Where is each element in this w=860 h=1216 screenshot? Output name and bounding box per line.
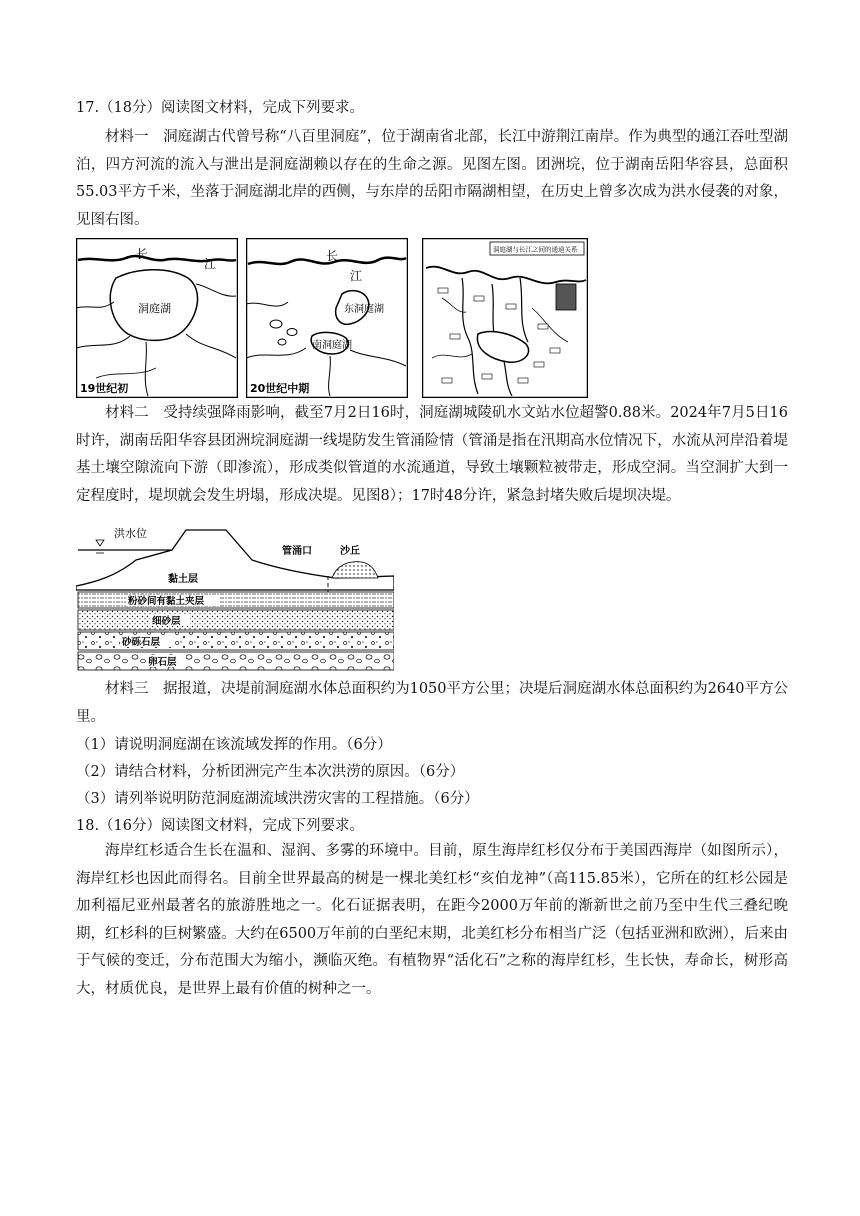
clay-layer-label: 黏土层 [168, 574, 198, 585]
sand-dune-label: 沙丘 [340, 546, 360, 557]
map2-era-label: 20世纪中期 [250, 382, 310, 395]
q18-title: 18.（16分）阅读图文材料，完成下列要求。 [76, 818, 365, 834]
levee-cross-section [76, 520, 394, 676]
q17-title: 17.（18分）阅读图文材料，完成下列要求。 [76, 100, 365, 116]
q17-material-2: 材料二 受持续强降雨影响，截至7月2日16时，洞庭湖城陵矶水文站水位超警0.88米。2024年7月5日16时许，湖南岳阳华容县团洲垸洞庭湖一线堤防发生管涌险情（管涌是指在汛期高水位情况下，水流从河岸沿着堤基土壤空隙流向下游（即渗流），形成类似管道的水流通道，导致土壤颗粒被带走，形成空洞。当空洞扩大到一定程度时，堤坝就会发生坍塌，形成决堤。见图8）；17时48分许，紧急封堵失败后堤坝决堤。 [76, 405, 788, 504]
map2-south-lake-label: 南洞庭湖 [312, 340, 352, 351]
q17-question-2: （2）请结合材料，分析团洲完产生本次洪涝的原因。（6分） [76, 764, 465, 780]
gravel-layer-label: 砂砾石层 [122, 637, 161, 648]
map-20th-century [246, 238, 408, 402]
q18-body: 海岸红杉适合生长在温和、湿润、多雾的环境中。目前，原生海岸红杉仅分布于美国西海岸（如图所示），海岸红杉也因此而得名。目前全世界最高的树是一棵北美红杉“亥伯龙神”（高115.85米），它所在的红杉公园是加利福尼亚州最著名的旅游胜地之一。化石证据表明，在距今2000万年前的渐新世之前乃至中生代三叠纪晚期，红杉科的巨树繁盛。大约在6500万年前的白垩纪末期，北美红杉分布相当广泛（包括亚洲和欧洲），后来由于气候的变迁，分布范围大为缩小，濒临灭绝。有植物界“活化石”之称的海岸红杉，生长快，寿命长，树形高大，材质优良，是世界上最有价值的树种之一。 [76, 843, 788, 997]
silt-layer-label: 粉砂间有黏土夹层 [128, 596, 205, 607]
q17-question-1: （1）请说明洞庭湖在该流域发挥的作用。（6分） [76, 737, 392, 753]
map2-river-label-2: 江 [350, 269, 363, 283]
piping-mouth-label: 管涌口 [282, 546, 312, 557]
map1-river-label-2: 江 [204, 257, 217, 271]
pebble-layer-label: 卵石层 [148, 657, 177, 668]
map2-east-lake-label: 东洞庭湖 [344, 304, 384, 315]
q17-question-3: （3）请列举说明防范洞庭湖流域洪涝灾害的工程措施。（6分） [76, 791, 479, 807]
q17-material-1: 材料一 洞庭湖古代曾号称“八百里洞庭”，位于湖南省北部，长江中游荆江南岸。作为典型的通江吞吐型湖泊，四方河流的流入与泄出是洞庭湖赖以存在的生命之源。见图左图。团洲垸，位于湖南岳阳华容县，总面积55.03平方千米，坐落于洞庭湖北岸的西侧，与东岸的岳阳市隔湖相望，在历史上曾多次成为洪水侵袭的对象，见图右图。 [76, 129, 788, 228]
fine-sand-layer-label: 细砂层 [152, 616, 181, 627]
map1-era-label: 19世纪初 [80, 382, 129, 395]
map2-river-label-1: 长 [326, 249, 339, 263]
map-19th-century [76, 238, 238, 402]
q17-material-3: 材料三 据报道，决堤前洞庭湖水体总面积约为1050平方公里；决堤后洞庭湖水体总面积约为2640平方公里。 [76, 681, 788, 725]
map1-lake-label: 洞庭湖 [138, 302, 171, 315]
map-channel-relations [422, 238, 588, 402]
map3-title: 洞庭湖与长江之间的通道关系 [493, 245, 578, 254]
flood-level-label: 洪水位 [114, 527, 147, 540]
map1-river-label-1: 长 [136, 247, 149, 261]
